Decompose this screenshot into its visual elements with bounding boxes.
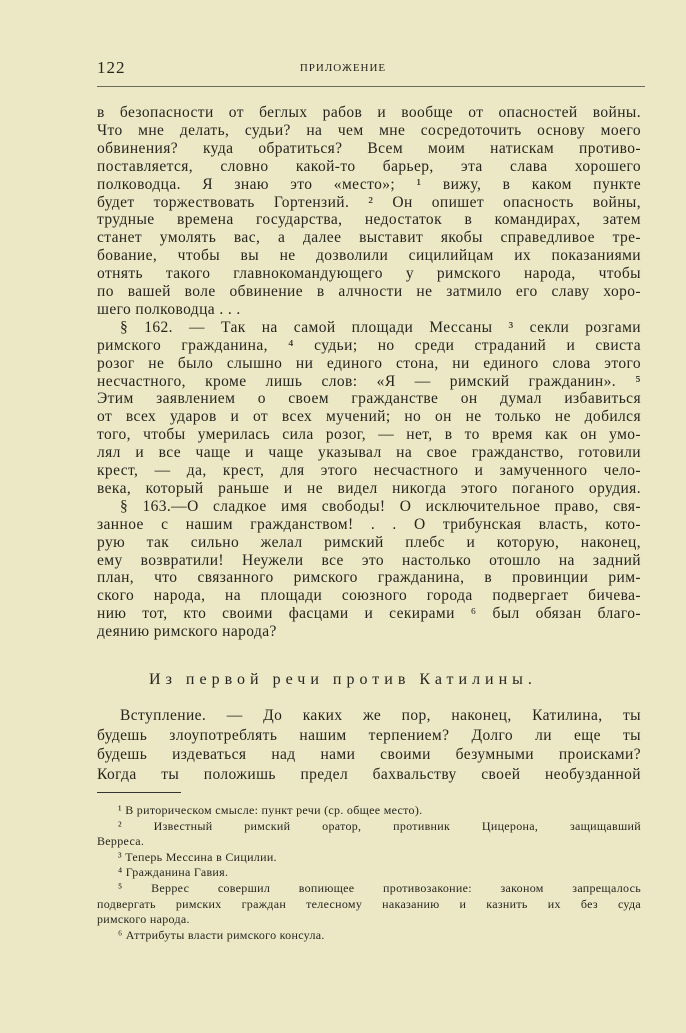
text-line: трудные времена государства, недостаток в командирах, затем (97, 211, 641, 229)
text-line: § 163.—О сладкое имя свободы! О исключительное право, свя- (120, 497, 641, 515)
text-line: будешь злоупотреблять нашим терпением? Долго ли еще ты (97, 726, 641, 744)
footnote-rule (97, 792, 181, 793)
text-line: деянию римского народа? (97, 623, 277, 641)
text-line: того, чтобы умерилась сила розог, — нет, в то время как он умо- (97, 426, 641, 444)
header-rule (97, 86, 645, 87)
text-line: рую так сильно желал римский плебс и которую, наконец, (97, 533, 641, 551)
footnote-line: ² Известный римский оратор, противник Цицерона, защищавший (118, 818, 641, 833)
text-line: Что мне делать, судьи? на чем мне сосредоточить основу моего (97, 121, 641, 139)
text-line: отнять такого главнокомандующего у римского народа, чтобы (97, 265, 641, 283)
text-line: от всех ударов и от всех мучений; но он не только не добился (97, 408, 641, 426)
text-line: Этим заявлением о своем гражданстве он думал избавиться (97, 390, 641, 408)
text-line: несчастного, кроме лишь слов: «Я — римский гражданин». ⁵ (97, 372, 641, 390)
text-line: бование, чтобы вы не дозволили сицилийцам их показаниями (97, 247, 641, 265)
text-line: будет торжествовать Гортензий. ² Он опишет опасность войны, (97, 193, 641, 211)
section-heading: Из первой речи против Катилины. (149, 671, 537, 688)
footnote-line: римского народа. (97, 912, 190, 927)
text-line: станет умолять вас, а далее выставит якобы справедливое тре- (97, 229, 641, 247)
text-line: ему возвратили! Неужели все это настолько отошло на задний (97, 551, 641, 569)
text-line: полководца. Я знаю это «место»; ¹ вижу, в каком пункте (97, 175, 641, 193)
text-line: розог не было слышно ни единого стона, ни единого слова этого (97, 354, 641, 372)
footnote-line: ⁵ Веррес совершил вопиющее противозаконие: законом запрещалось (118, 881, 641, 895)
footnote-line: ¹ В риторическом смысле: пункт речи (ср. общее место). (118, 803, 423, 817)
text-line: века, который раньше и не видел никогда этого поганого орудия. (97, 479, 641, 497)
text-line: план, что связанного римского гражданина, в провинции рим- (97, 569, 641, 587)
text-line: в безопасности от беглых рабов и вообще от опасностей войны. (97, 104, 641, 121)
text-line: по вашей воле обвинение в алчности не затмило его славу хоро- (97, 283, 641, 300)
text-line: Вступление. — До каких же пор, наконец, Катилина, ты (120, 707, 641, 724)
text-line: крест, — да, крест, для этого несчастного и замученного чело- (97, 462, 641, 479)
text-line: § 162. — Так на самой площади Мессаны ³ секли розгами (120, 318, 641, 336)
footnote-line: ⁴ Гражданина Гавия. (118, 865, 229, 880)
text-line: поставляется, словно какой-то барьер, эта слава хорошего (97, 157, 641, 175)
text-line: обвинения? куда обратиться? Всем моим натискам противо- (97, 139, 641, 157)
text-line: шего полководца . . . (97, 300, 241, 318)
text-line: Когда ты положишь предел бахвальству своей необузданной (97, 765, 641, 783)
footnote-line: ³ Теперь Мессина в Сицилии. (118, 849, 277, 864)
text-line: ского народа, на площади союзного города подвергает бичева- (97, 587, 641, 605)
page-number: 122 (97, 58, 126, 77)
text-line: будешь издеваться над нами своими безумными происками? (97, 746, 641, 763)
footnote-line: подвергать римских граждан телесному наказанию и казнить их без суда (97, 896, 641, 911)
footnote-line: ⁶ Аттрибуты власти римского консула. (118, 927, 325, 942)
text-line: лял и все чаще и чаще указывал на свое гражданство, готовили (97, 444, 641, 462)
text-line: римского гражданина, ⁴ судьи; но среди страданий и свиста (97, 336, 641, 354)
running-title: ПРИЛОЖЕНИЕ (299, 62, 387, 74)
text-line: нию тот, кто своими фасцами и секирами ⁶ был обязан благо- (97, 605, 641, 623)
footnote-line: Верреса. (97, 834, 145, 849)
text-line: занное с нашим гражданством! . . О трибунская власть, кото- (97, 515, 641, 533)
